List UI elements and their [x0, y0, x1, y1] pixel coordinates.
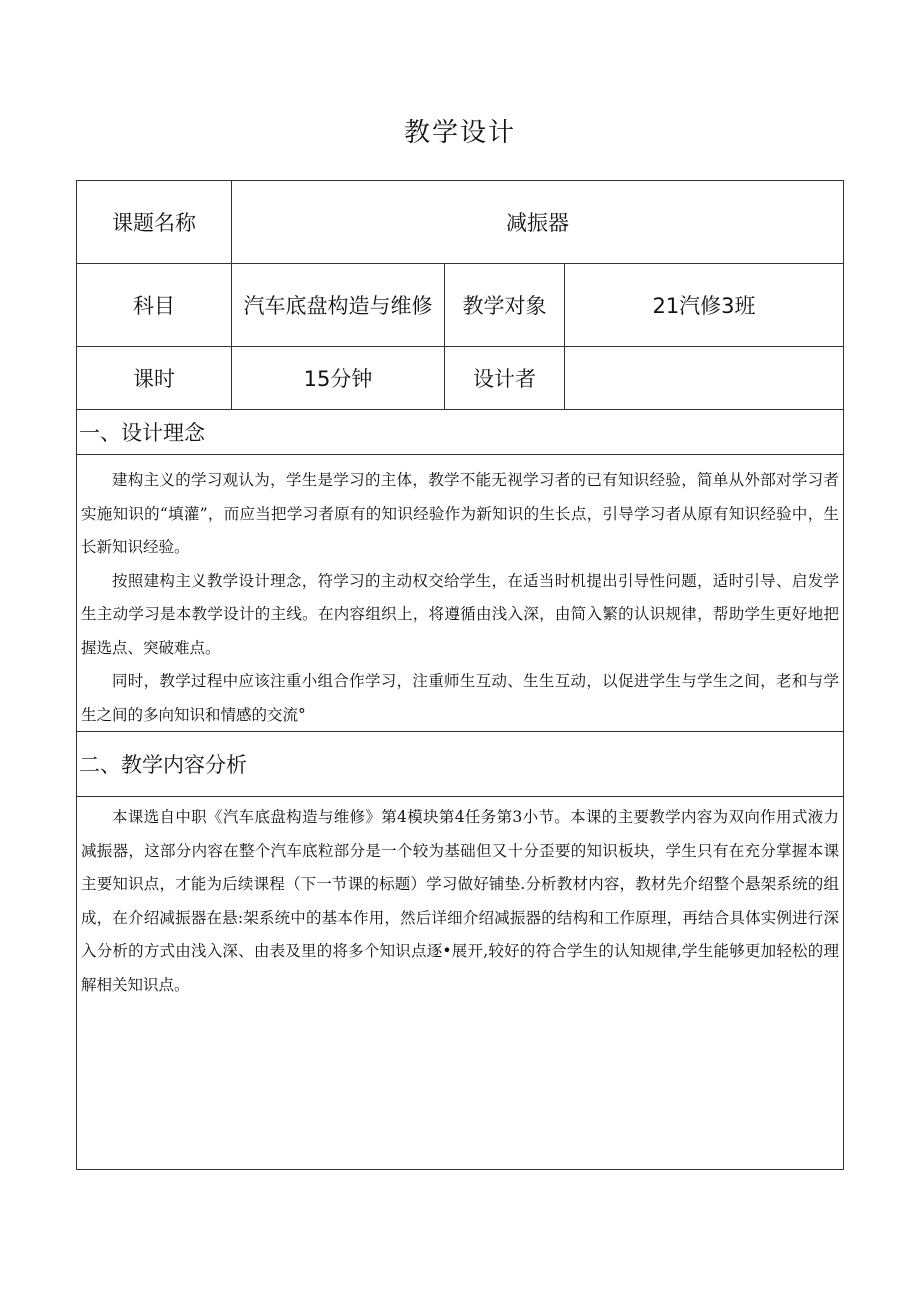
paragraph: 同时，教学过程中应该注重小组合作学习，注重师生互动、生生互动，以促进学生与学生之间，老和与学生之间的多向知识和情感的交流°	[81, 672, 839, 724]
paragraph: 按照建构主义教学设计理念，符学习的主动权交给学生，在适当时机提出引导性问题，适时引导、启发学生主动学习是本教学设计的主线。在内容组织上，将遵循由浅入深，由简入繁的认识规律，帮助学生更好地把握选点、突破难点。	[81, 571, 839, 657]
paragraph: 建构主义的学习观认为，学生是学习的主体，教学不能无视学习者的已有知识经验，简单从外部对学习者实施知识的“填灌”，而应当把学习者原有的知识经验作为新知识的生长点，引导学习者从原有知识经验中，生长新知识经验。	[81, 471, 839, 556]
section-heading-design-concept: 一、设计理念	[77, 410, 843, 455]
subject-row	[77, 264, 843, 347]
duration-value: 15分钟	[232, 347, 445, 409]
subject-value: 汽车底盘构造与维修	[232, 264, 445, 346]
designer-label: 设计者	[445, 347, 565, 409]
content-analysis-text	[77, 801, 843, 1002]
document-title: 教学设计	[403, 118, 516, 148]
design-concept-text	[77, 464, 843, 732]
topic-label: 课题名称	[77, 181, 232, 263]
designer-value	[565, 347, 843, 409]
paragraph: 本课选自中职《汽车底盘构造与维修》第4模块第4任务第3小节。本课的主要教学内容为双向作用式液力减振器，这部分内容在整个汽车底粒部分是一个较为基础但又十分歪要的知识板块，学生只有在充分掌握本课主要知识点，才能为后续课程（下一节课的标题）学习做好铺垫.分析教材内容，教材先介绍整个悬架系统的组成，在介绍减振器在悬:架系统中的基本作用，然后详细介绍减振器的结构和工作原理，再结合具体实例进行深入分析的方式由浅入深、由表及里的将多个知识点逐•展开,较好的符合学生的认知规律,学生能够更加轻松的理解相关知识点。	[81, 808, 839, 994]
audience-value: 21汽修3班	[652, 294, 756, 318]
topic-row	[77, 181, 843, 264]
duration-row	[77, 347, 843, 410]
duration-label: 课时	[77, 347, 232, 409]
audience-label: 教学对象	[445, 264, 565, 346]
section-heading-content-analysis: 二、教学内容分析	[77, 732, 843, 797]
lesson-design-table	[76, 180, 844, 1170]
subject-label: 科目	[77, 264, 232, 346]
topic-value: 减振器	[506, 211, 569, 235]
design-concept-body	[77, 455, 843, 732]
